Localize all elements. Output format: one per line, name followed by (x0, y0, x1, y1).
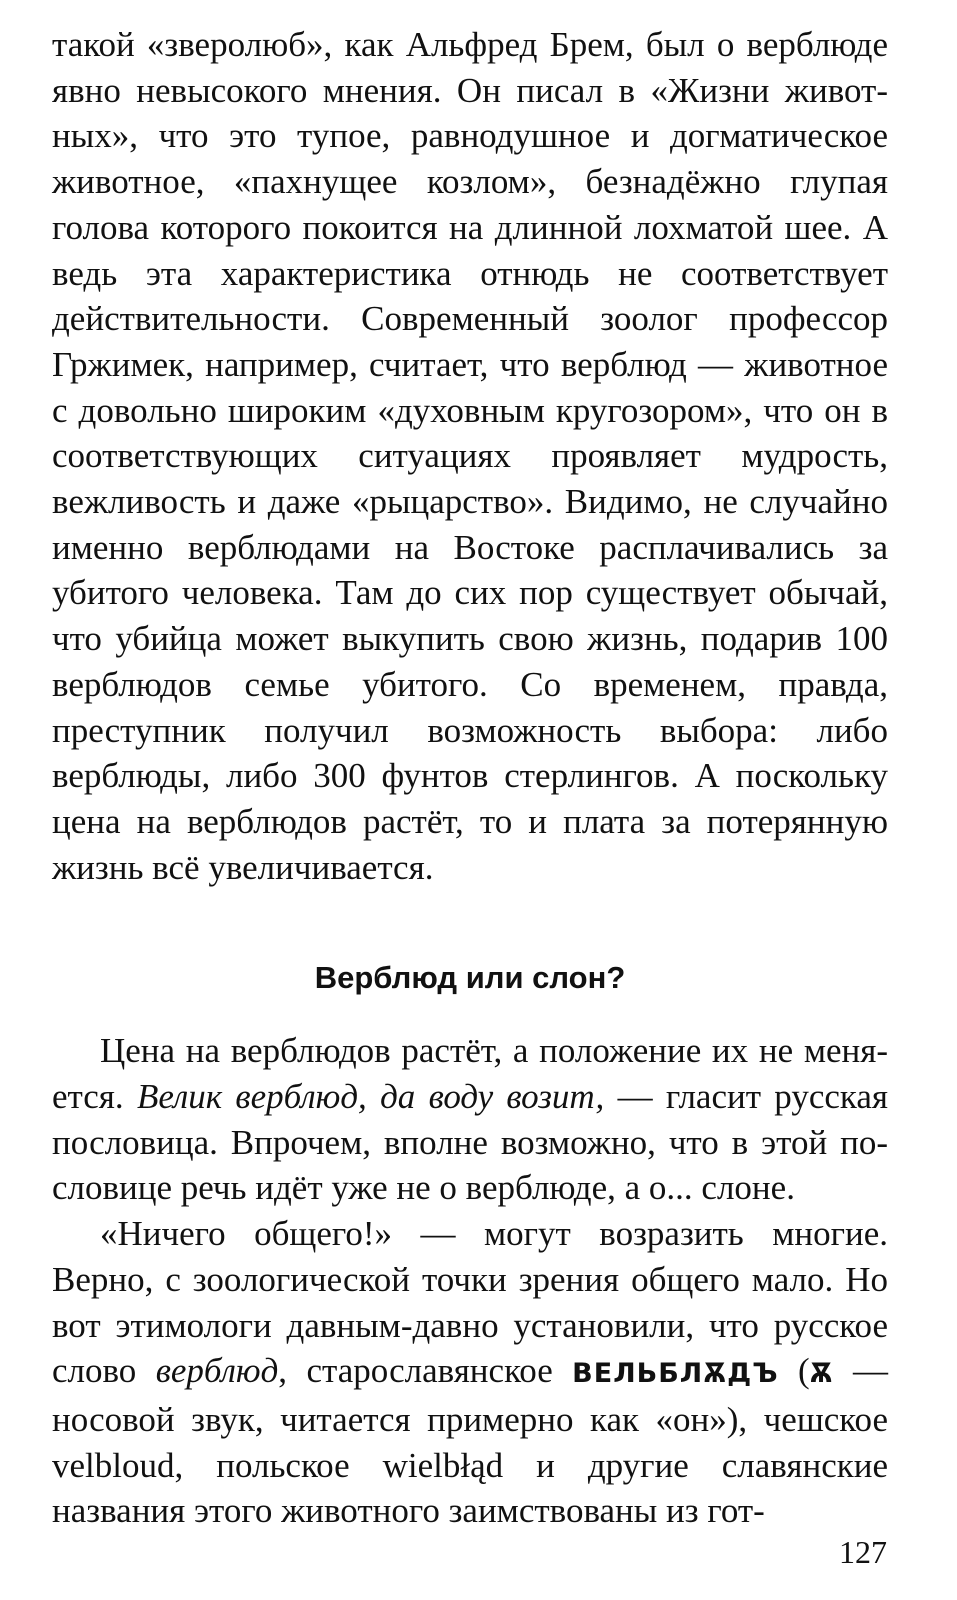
paragraph-etymology (52, 1211, 888, 1534)
section-heading: Верблюд или слон? (314, 960, 626, 996)
proverb-text-2: — гласит русская пословица. Впрочем, вполне возможно, что в этой пословице речь идёт уже не о верблюде, а о... слоне. (52, 1077, 889, 1208)
etymology-text-3: ( (778, 1351, 810, 1391)
etymology-text-1: «Ничего общего!» — могут возразить многие. Верно, с зоологической точки зрения общего мало. Но вот этимологи давным-давно установили, что русское слово (52, 1214, 888, 1391)
paragraph-brehm: такой «зверолюб», как Альфред Брем, был о верблюде явно невысокого мнения. Он писал в «Жизни животных», что это тупое, равнодушное и догматическое животное, «пахнущее козлом», безнадёжно глупая голова которого покоится на длинной лохматой шее. А ведь эта характеристика отнюдь не соответствует действительности. Современный зоолог профессор Гржимек, например, считает, что верблюд — животное с довольно широким «духовным кругозором», что он в соответствующих ситуациях проявляет мудрость, вежливость и даже «рыцарство». Видимо, не случайно именно верблюдами на Востоке расплачивались за убитого человека. Там до сих пор существует обычай, что убийца может выкупить свою жизнь, подарив 100 верблюдов семье убитого. Со временем, правда, преступник получил возможность выбора: либо верблюды, либо 300 фунтов стерлингов. А поскольку цена на верблюдов растёт, то и плата за потерянную жизнь всё увеличивается. (52, 25, 888, 887)
page-number: 127 (839, 1534, 887, 1570)
paragraph-proverb (52, 1028, 888, 1211)
proverb-text-1: Цена на верблюдов растёт, а положение их не меняется. (52, 1031, 888, 1117)
etymology-text-4: — носовой звук, читается примерно как «он»), чешское velbloud, польское wielbłąd и другие славянские названия этого животного заимствованы из гот- (52, 1351, 888, 1531)
old-slavonic-word: ВЕЛЬБЛѪДЪ (572, 1358, 779, 1390)
proverb-italic: Велик верблюд, да воду возит, (136, 1077, 605, 1117)
old-slavonic-letter: Ѫ (809, 1358, 834, 1390)
etymology-italic-word: верблюд (155, 1351, 279, 1391)
etymology-text-2: , старославянское (278, 1351, 573, 1391)
book-page (52, 22, 888, 1582)
